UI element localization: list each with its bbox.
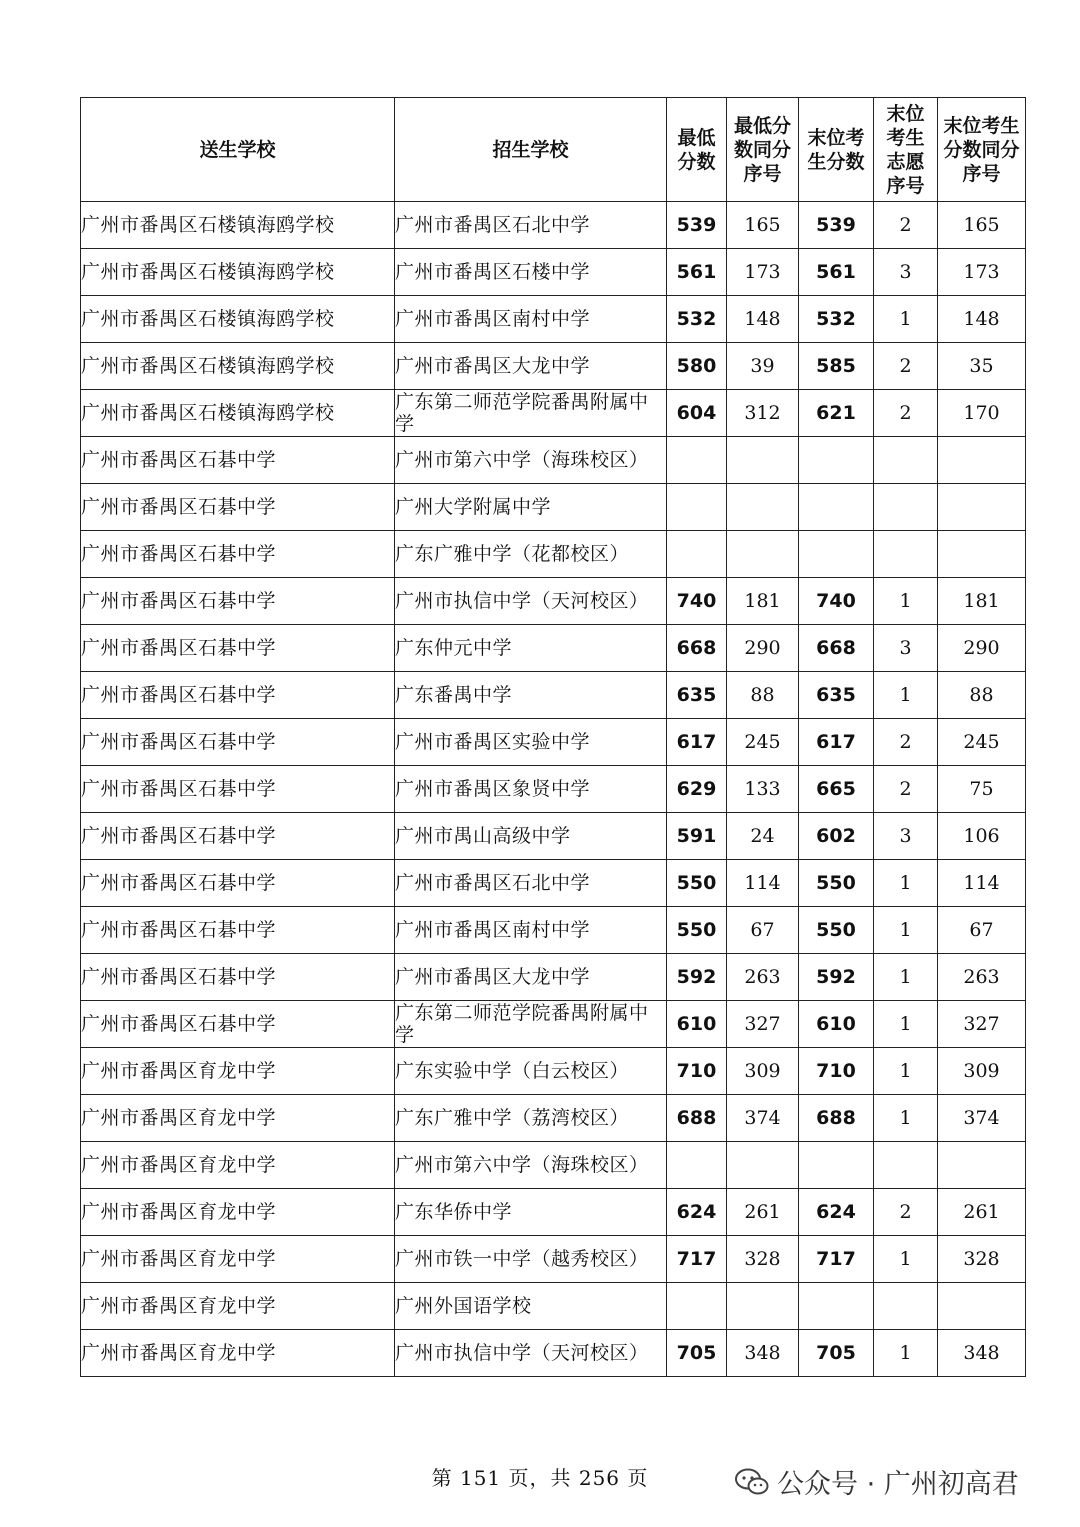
min-score-tie-cell: 328: [727, 1236, 799, 1283]
sender-school-cell: 广州市番禺区石碁中学: [81, 531, 395, 578]
last-score-cell: 621: [799, 390, 874, 437]
table-row: [81, 1330, 1026, 1377]
column-header: [395, 98, 667, 202]
last-score-tie-cell: 181: [938, 578, 1026, 625]
min-score-tie-cell: 114: [727, 860, 799, 907]
table-row: [81, 1236, 1026, 1283]
last-preference-cell: 1: [874, 1330, 938, 1377]
last-score-cell: 585: [799, 343, 874, 390]
sender-school-cell: 广州市番禺区育龙中学: [81, 1048, 395, 1095]
min-score-cell: [667, 484, 727, 531]
table-row: [81, 766, 1026, 813]
last-score-tie-cell: [938, 484, 1026, 531]
last-preference-cell: 1: [874, 907, 938, 954]
table-row: [81, 625, 1026, 672]
table-row: [81, 1189, 1026, 1236]
admitting-school-cell: 广东第二师范学院番禺附属中学: [395, 1001, 667, 1048]
min-score-tie-cell: 290: [727, 625, 799, 672]
admitting-school-cell: 广州市番禺区石北中学: [395, 202, 667, 249]
last-preference-cell: 1: [874, 954, 938, 1001]
wechat-icon: [735, 1468, 769, 1496]
sender-school-cell: 广州市番禺区育龙中学: [81, 1330, 395, 1377]
admitting-school-cell: 广州市番禺区石北中学: [395, 860, 667, 907]
last-preference-cell: 2: [874, 1189, 938, 1236]
last-score-cell: 635: [799, 672, 874, 719]
min-score-tie-cell: 67: [727, 907, 799, 954]
last-preference-cell: 1: [874, 1001, 938, 1048]
last-preference-cell: 1: [874, 1236, 938, 1283]
column-header: [727, 98, 799, 202]
min-score-cell: 591: [667, 813, 727, 860]
last-score-cell: 539: [799, 202, 874, 249]
column-header-line: 考生: [886, 126, 925, 149]
min-score-cell: 610: [667, 1001, 727, 1048]
table-row: [81, 719, 1026, 766]
min-score-cell: 550: [667, 907, 727, 954]
last-score-tie-cell: 170: [938, 390, 1026, 437]
last-preference-cell: 1: [874, 1048, 938, 1095]
last-score-cell: 561: [799, 249, 874, 296]
last-preference-cell: 3: [874, 625, 938, 672]
min-score-tie-cell: 39: [727, 343, 799, 390]
last-score-cell: 617: [799, 719, 874, 766]
column-header: [81, 98, 395, 202]
min-score-tie-cell: 165: [727, 202, 799, 249]
sender-school-cell: 广州市番禺区石碁中学: [81, 1001, 395, 1048]
admitting-school-cell: 广东广雅中学（荔湾校区）: [395, 1095, 667, 1142]
min-score-cell: 710: [667, 1048, 727, 1095]
admitting-school-cell: 广东番禺中学: [395, 672, 667, 719]
table-row: [81, 1142, 1026, 1189]
min-score-cell: 532: [667, 296, 727, 343]
last-score-tie-cell: 106: [938, 813, 1026, 860]
last-preference-cell: 1: [874, 860, 938, 907]
min-score-tie-cell: 261: [727, 1189, 799, 1236]
last-score-cell: 710: [799, 1048, 874, 1095]
last-preference-cell: 3: [874, 813, 938, 860]
last-score-tie-cell: 35: [938, 343, 1026, 390]
table-row: [81, 813, 1026, 860]
last-score-cell: 532: [799, 296, 874, 343]
min-score-tie-cell: 312: [727, 390, 799, 437]
sender-school-cell: 广州市番禺区石楼镇海鸥学校: [81, 202, 395, 249]
last-score-cell: 602: [799, 813, 874, 860]
last-score-tie-cell: 374: [938, 1095, 1026, 1142]
sender-school-cell: 广州市番禺区石碁中学: [81, 672, 395, 719]
last-preference-cell: 1: [874, 1095, 938, 1142]
sender-school-cell: 广州市番禺区石碁中学: [81, 578, 395, 625]
last-score-cell: 550: [799, 860, 874, 907]
last-score-tie-cell: 245: [938, 719, 1026, 766]
column-header-line: 生分数: [807, 150, 865, 173]
column-header-line: 数同分: [733, 138, 791, 161]
table-row: [81, 954, 1026, 1001]
last-score-tie-cell: 173: [938, 249, 1026, 296]
last-score-cell: 717: [799, 1236, 874, 1283]
last-preference-cell: 2: [874, 202, 938, 249]
last-preference-cell: 2: [874, 390, 938, 437]
table-row: [81, 907, 1026, 954]
admitting-school-cell: 广东第二师范学院番禺附属中学: [395, 390, 667, 437]
admitting-school-cell: 广州市番禺区大龙中学: [395, 343, 667, 390]
min-score-tie-cell: 88: [727, 672, 799, 719]
last-preference-cell: [874, 437, 938, 484]
last-preference-cell: [874, 1142, 938, 1189]
last-score-cell: 610: [799, 1001, 874, 1048]
column-header-line: 末位: [886, 102, 925, 125]
sender-school-cell: 广州市番禺区石碁中学: [81, 954, 395, 1001]
sender-school-cell: 广州市番禺区石碁中学: [81, 437, 395, 484]
table-row: [81, 202, 1026, 249]
min-score-tie-cell: 309: [727, 1048, 799, 1095]
table-row: [81, 531, 1026, 578]
last-score-cell: 688: [799, 1095, 874, 1142]
min-score-tie-cell: 133: [727, 766, 799, 813]
min-score-cell: 624: [667, 1189, 727, 1236]
last-score-tie-cell: [938, 531, 1026, 578]
admitting-school-cell: 广州市番禺区南村中学: [395, 907, 667, 954]
column-header: [874, 98, 938, 202]
table-row: [81, 672, 1026, 719]
column-header-line: 分数同分: [943, 138, 1020, 161]
admitting-school-cell: 广州市番禺区南村中学: [395, 296, 667, 343]
min-score-tie-cell: 148: [727, 296, 799, 343]
min-score-tie-cell: 327: [727, 1001, 799, 1048]
min-score-cell: 717: [667, 1236, 727, 1283]
last-score-tie-cell: 348: [938, 1330, 1026, 1377]
watermark-text: 公众号 · 广州初高君: [777, 1469, 1019, 1500]
sender-school-cell: 广州市番禺区石碁中学: [81, 719, 395, 766]
admissions-table: [80, 97, 1026, 1377]
min-score-tie-cell: 181: [727, 578, 799, 625]
table-row: [81, 249, 1026, 296]
table-row: [81, 437, 1026, 484]
sender-school-cell: 广州市番禺区石碁中学: [81, 813, 395, 860]
admitting-school-cell: 广州市番禺区石楼中学: [395, 249, 667, 296]
watermark: [735, 1462, 1019, 1501]
min-score-cell: 688: [667, 1095, 727, 1142]
min-score-cell: 740: [667, 578, 727, 625]
admitting-school-cell: 广州市第六中学（海珠校区）: [395, 437, 667, 484]
last-preference-cell: 2: [874, 766, 938, 813]
min-score-tie-cell: 263: [727, 954, 799, 1001]
last-preference-cell: 2: [874, 719, 938, 766]
min-score-cell: 539: [667, 202, 727, 249]
min-score-tie-cell: [727, 531, 799, 578]
last-preference-cell: [874, 1283, 938, 1330]
column-header-line: 送生学校: [199, 138, 276, 161]
last-score-cell: 550: [799, 907, 874, 954]
sender-school-cell: 广州市番禺区育龙中学: [81, 1142, 395, 1189]
last-score-tie-cell: 114: [938, 860, 1026, 907]
table-header-row: [81, 98, 1026, 202]
sender-school-cell: 广州市番禺区育龙中学: [81, 1283, 395, 1330]
last-preference-cell: 3: [874, 249, 938, 296]
admitting-school-cell: 广州大学附属中学: [395, 484, 667, 531]
last-score-tie-cell: 261: [938, 1189, 1026, 1236]
column-header-line: 最低: [677, 126, 716, 149]
last-score-tie-cell: 328: [938, 1236, 1026, 1283]
last-score-tie-cell: 327: [938, 1001, 1026, 1048]
last-score-tie-cell: [938, 1142, 1026, 1189]
admitting-school-cell: 广州市执信中学（天河校区）: [395, 1330, 667, 1377]
column-header-line: 招生学校: [492, 138, 569, 161]
last-score-cell: 705: [799, 1330, 874, 1377]
last-score-tie-cell: 263: [938, 954, 1026, 1001]
admitting-school-cell: 广州市禺山高级中学: [395, 813, 667, 860]
min-score-cell: [667, 531, 727, 578]
column-header-line: 最低分: [733, 114, 791, 137]
last-score-tie-cell: 148: [938, 296, 1026, 343]
min-score-tie-cell: [727, 1283, 799, 1330]
min-score-cell: 604: [667, 390, 727, 437]
min-score-tie-cell: 245: [727, 719, 799, 766]
min-score-tie-cell: 374: [727, 1095, 799, 1142]
admitting-school-cell: 广州市番禺区象贤中学: [395, 766, 667, 813]
column-header-line: 末位考生: [943, 114, 1020, 137]
min-score-cell: 580: [667, 343, 727, 390]
admitting-school-cell: 广东华侨中学: [395, 1189, 667, 1236]
table-row: [81, 1095, 1026, 1142]
sender-school-cell: 广州市番禺区石碁中学: [81, 907, 395, 954]
last-score-tie-cell: 75: [938, 766, 1026, 813]
sender-school-cell: 广州市番禺区石楼镇海鸥学校: [81, 343, 395, 390]
min-score-cell: 705: [667, 1330, 727, 1377]
admitting-school-cell: 广州市铁一中学（越秀校区）: [395, 1236, 667, 1283]
last-score-tie-cell: [938, 437, 1026, 484]
last-score-tie-cell: 309: [938, 1048, 1026, 1095]
column-header-line: 末位考: [807, 126, 865, 149]
sender-school-cell: 广州市番禺区育龙中学: [81, 1095, 395, 1142]
last-preference-cell: 1: [874, 578, 938, 625]
last-preference-cell: 1: [874, 296, 938, 343]
table-row: [81, 343, 1026, 390]
min-score-cell: 561: [667, 249, 727, 296]
last-preference-cell: [874, 531, 938, 578]
column-header: [938, 98, 1026, 202]
min-score-tie-cell: [727, 484, 799, 531]
last-score-cell: [799, 437, 874, 484]
column-header-line: 分数: [677, 150, 716, 173]
sender-school-cell: 广州市番禺区石碁中学: [81, 766, 395, 813]
admitting-school-cell: 广州市第六中学（海珠校区）: [395, 1142, 667, 1189]
last-score-cell: 624: [799, 1189, 874, 1236]
column-header: [667, 98, 727, 202]
sender-school-cell: 广州市番禺区育龙中学: [81, 1236, 395, 1283]
last-score-cell: [799, 1283, 874, 1330]
admitting-school-cell: 广东广雅中学（花都校区）: [395, 531, 667, 578]
last-score-tie-cell: 67: [938, 907, 1026, 954]
min-score-cell: [667, 437, 727, 484]
last-score-cell: 668: [799, 625, 874, 672]
table-row: [81, 390, 1026, 437]
min-score-cell: 617: [667, 719, 727, 766]
last-score-cell: [799, 484, 874, 531]
min-score-cell: 668: [667, 625, 727, 672]
min-score-cell: 592: [667, 954, 727, 1001]
table-row: [81, 296, 1026, 343]
column-header-line: 序号: [886, 174, 925, 197]
last-score-cell: 665: [799, 766, 874, 813]
sender-school-cell: 广州市番禺区石碁中学: [81, 860, 395, 907]
last-score-cell: 592: [799, 954, 874, 1001]
min-score-tie-cell: 24: [727, 813, 799, 860]
last-score-tie-cell: [938, 1283, 1026, 1330]
last-score-cell: [799, 531, 874, 578]
min-score-cell: 635: [667, 672, 727, 719]
min-score-tie-cell: [727, 437, 799, 484]
table-row: [81, 484, 1026, 531]
min-score-cell: [667, 1283, 727, 1330]
min-score-tie-cell: [727, 1142, 799, 1189]
page-number: 第 151 页，共 256 页: [431, 1466, 649, 1490]
last-score-cell: [799, 1142, 874, 1189]
admitting-school-cell: 广州市番禺区大龙中学: [395, 954, 667, 1001]
table-row: [81, 1001, 1026, 1048]
admitting-school-cell: 广州市番禺区实验中学: [395, 719, 667, 766]
min-score-tie-cell: 348: [727, 1330, 799, 1377]
column-header: [799, 98, 874, 202]
last-score-tie-cell: 88: [938, 672, 1026, 719]
min-score-tie-cell: 173: [727, 249, 799, 296]
sender-school-cell: 广州市番禺区石楼镇海鸥学校: [81, 249, 395, 296]
last-score-tie-cell: 165: [938, 202, 1026, 249]
admitting-school-cell: 广州外国语学校: [395, 1283, 667, 1330]
last-preference-cell: 1: [874, 672, 938, 719]
last-preference-cell: 2: [874, 343, 938, 390]
column-header-line: 序号: [962, 162, 1001, 185]
sender-school-cell: 广州市番禺区石碁中学: [81, 625, 395, 672]
min-score-cell: 550: [667, 860, 727, 907]
table-row: [81, 1283, 1026, 1330]
table-row: [81, 860, 1026, 907]
table-body: [81, 202, 1026, 1377]
min-score-cell: [667, 1142, 727, 1189]
admitting-school-cell: 广东实验中学（白云校区）: [395, 1048, 667, 1095]
column-header-line: 志愿: [886, 150, 925, 173]
sender-school-cell: 广州市番禺区石楼镇海鸥学校: [81, 296, 395, 343]
sender-school-cell: 广州市番禺区育龙中学: [81, 1189, 395, 1236]
sender-school-cell: 广州市番禺区石楼镇海鸥学校: [81, 390, 395, 437]
last-score-cell: 740: [799, 578, 874, 625]
last-preference-cell: [874, 484, 938, 531]
column-header-line: 序号: [743, 162, 782, 185]
min-score-cell: 629: [667, 766, 727, 813]
table-row: [81, 578, 1026, 625]
admitting-school-cell: 广东仲元中学: [395, 625, 667, 672]
table-row: [81, 1048, 1026, 1095]
admitting-school-cell: 广州市执信中学（天河校区）: [395, 578, 667, 625]
sender-school-cell: 广州市番禺区石碁中学: [81, 484, 395, 531]
last-score-tie-cell: 290: [938, 625, 1026, 672]
